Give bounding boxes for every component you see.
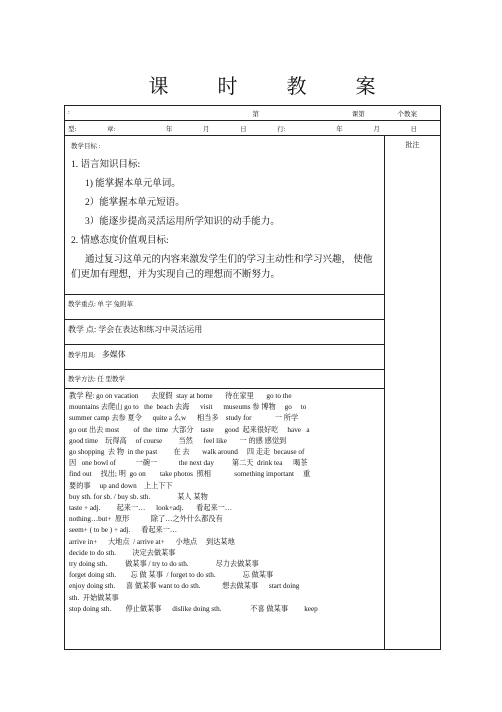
header-cell: 月 [373,126,380,133]
header-cell: 月 [203,126,210,133]
notes-column [385,136,441,650]
header-cell: 年 [336,126,343,133]
header-cell: 年 [165,126,173,133]
header-cell: 行: [277,126,286,133]
content-line: 教学 程: go on vacation 去度假 stay at home 待在家里 go to the [69,392,292,400]
header-cell: 课第 [351,111,365,118]
key-points-row [65,295,441,320]
method-text: 教学方法: 任 型教学 [68,376,126,383]
goal-line: 3）能逐步提高灵活运用所学知识的动手能力。 [85,217,280,227]
content-row [65,389,441,650]
header-cell: 个教案 [397,111,417,118]
header-row-2 [65,121,441,136]
content-line: nothing…but+ 原形 除了…之外什么都没有 [69,515,223,524]
header-cell: : [68,109,70,116]
goal-line: 2. 情感态度价值观目标: [71,236,169,246]
key-points-text: 教学重点: 单 字 兔附革 [68,301,134,308]
content-line: buy sth. for sb. / buy sb. sth. 某人 某物 [69,492,208,501]
content-line: taste + adj. 起来一… look+adj. 看起来一… [69,504,233,513]
method-row [65,370,441,389]
content-line: 要的事 up and down 上上下下 [69,481,173,490]
content-line: go shopping 去 物 in the past 在 去 walk around 四 走走 because of [69,448,305,457]
header-cell: 日 [410,126,417,133]
header-cell: 第 [252,111,260,118]
content-line: good time 玩得高 of course 当然 feel like 一 的感 感觉到 [69,436,287,445]
goals-label: 教学目标 : [71,143,101,150]
goal-line: 1) 能掌握本单元单词。 [85,179,181,189]
goal-line: 们更加有理想，并为实现自己的理想而不断努力。 [71,270,281,280]
header-cell: 型: [68,126,77,133]
content-line: arrive in+ 大地点 / arrive at+ 小地点 到达某地 [69,537,235,546]
goal-line: 1. 语言知识目标: [71,160,141,170]
content-line: sth. 开始做某事 [69,593,119,602]
tools-label: 教学用具: [68,352,96,359]
content-line: mountains 去爬山 go to the beach 去海 visit museums 参 博物 go to [69,403,307,412]
content-line: go out 出去 most of the time 大部分 taste good 起来很好吃 have a [69,425,310,434]
tools-row [65,345,441,370]
lesson-plan-table [64,105,441,650]
goals-row [65,136,441,295]
content-line: seem+ ( to be ) + adj. 看起来一… [69,526,178,535]
difficulties-text: 教学 点: 学会在表达和练习中灵活运用 [68,325,203,334]
page-title: 课 时 教 案 [148,76,398,98]
header-cell: 章: [106,126,116,133]
goal-line: 2）能掌握本单元短语。 [85,198,185,208]
difficulties-row [65,320,441,345]
tools-value: 多媒体 [101,350,126,359]
notes-label: 批注 [405,141,420,149]
content-line: find out 找出; 明 go on take photos 照相 something important 重 [69,470,311,479]
header-cell: 日 [240,126,247,133]
content-line: enjoy doing sth. 喜 做某事 want to do sth. 想去做某事 start doing [69,582,300,591]
content-line: decide to do sth. 决定去做某事 [69,548,176,557]
content-line: summer camp 去参 夏令 quite a 么w 相当多 study for 一 所学 [69,414,299,423]
content-line: 因 one bowl of 一碗一 the next day 第二天 drink tea 喝茶 [69,459,308,468]
content-line: stop doing sth. 停止做某事 dislike doing sth. 不喜 做某事 keep [69,604,318,613]
goal-line: 通过复习这单元的内容来激发学生们的学习主动性和学习兴趣， 使他 [85,255,373,265]
content-line: forget doing sth. 忘 做 某事 / forget to do sth. 忘 做某事 [69,571,274,580]
content-line: try doing sth. 做某事 / try to do sth. 尽力去做某事 [69,560,259,569]
header-row-1 [65,106,441,121]
